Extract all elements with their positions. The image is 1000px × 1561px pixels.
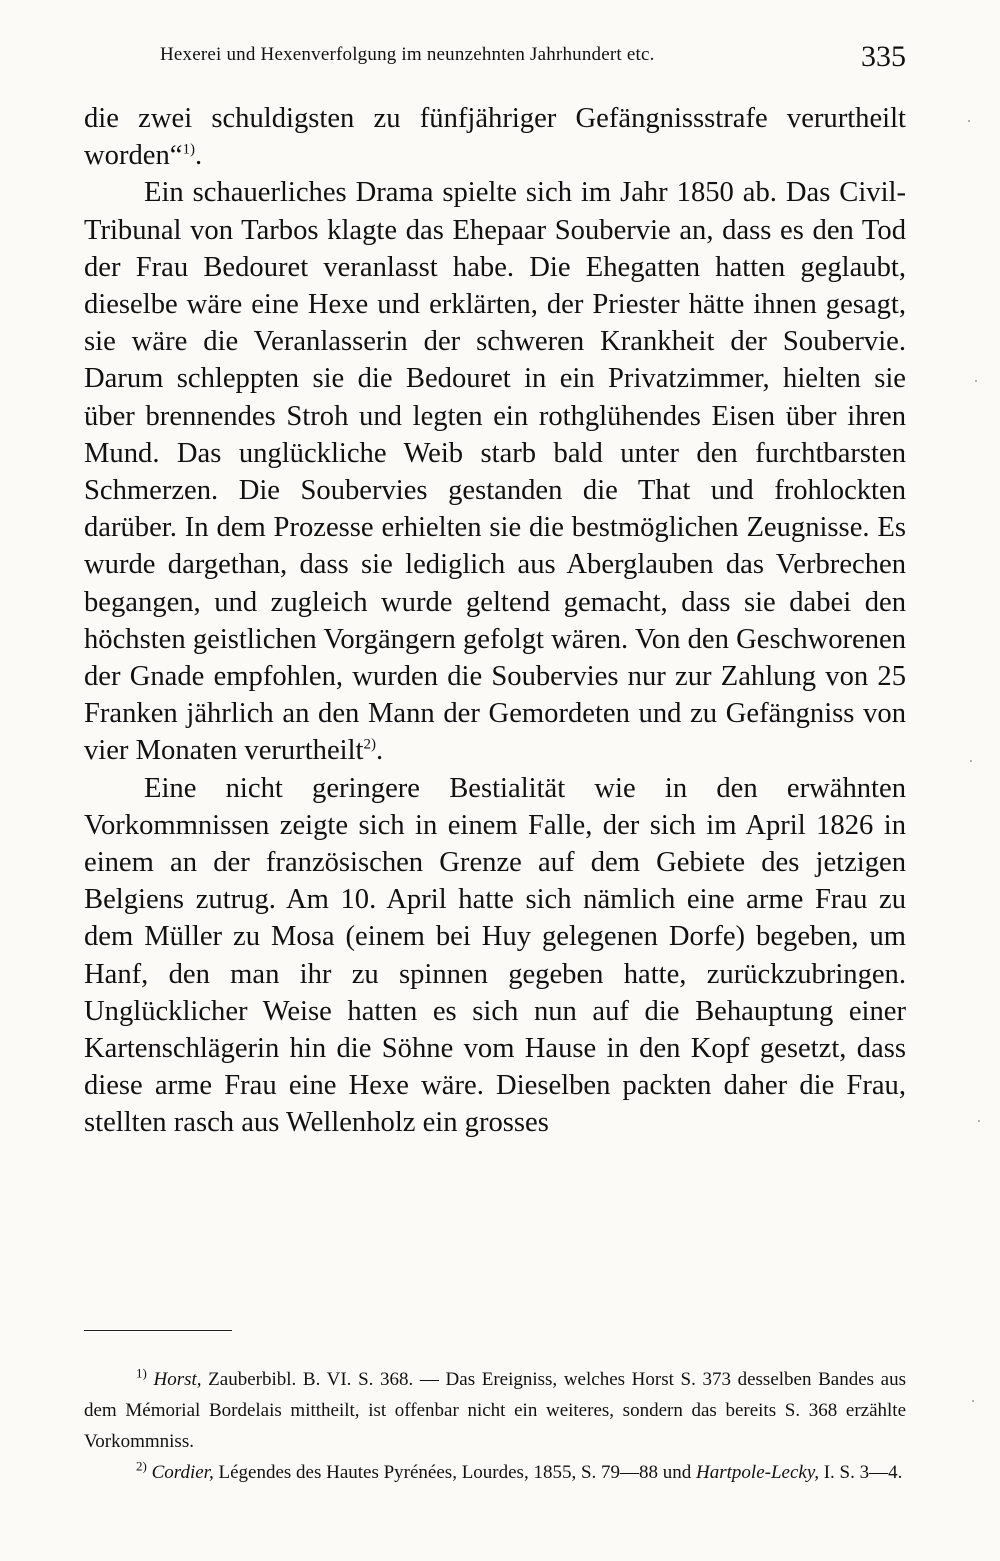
- paragraph-3: [84, 770, 906, 1142]
- scan-speck: [978, 1120, 980, 1122]
- paragraph-2-text: Ein schauerliches Drama spielte sich im Jahr 1850 ab. Das Civil-Tribunal von Tarbos klagte das Ehepaar Soubervie an, dass es den Tod der Frau Bedouret veranlasst habe. Die Ehegatten hatten geglaubt, dieselbe wäre eine Hexe und erklärten, der Priester hätte ihnen gesagt, sie wäre die Veranlasserin der schweren Krankheit der Soubervie. Darum schleppten sie die Bedouret in ein Privatzimmer, hielten sie über brennendes Stroh und legten ein rothglühendes Eisen über ihren Mund. Das unglückliche Weib starb bald unter den furchtbarsten Schmerzen. Die Soubervies gestanden die That und frohlockten darüber. In dem Prozesse erhielten sie die bestmöglichen Zeugnisse. Es wurde dargethan, dass sie lediglich aus Aberglauben das Verbrechen begangen, und zugleich wurde geltend gemacht, dass sie dabei den höchsten geistlichen Vorgängern gefolgt wären. Von den Geschworenen der Gnade empfohlen, wurden die Soubervies nur zur Zahlung von 25 Franken jährlich an den Mann der Gemordeten und zu Gefängniss von vier Monaten verurtheilt: [84, 177, 906, 767]
- footnote-2-text: Légendes des Hautes Pyrénées, Lourdes, 1855, S. 79—88 und: [213, 1462, 697, 1483]
- paragraph-3-text: Eine nicht geringere Bestialität wie in den erwähnten Vorkommnissen zeigte sich in einem Falle, der sich im April 1826 in einem an der französischen Grenze auf dem Gebiete des jetzigen Belgiens zutrug. Am 10. April hatte sich nämlich eine arme Frau zu dem Müller zu Mosa (einem bei Huy gelegenen Dorfe) begeben, um Hanf, den man ihr zu spinnen gegeben hatte, zurückzubringen. Unglücklicher Weise hatten es sich nun auf die Behauptung einer Kartenschlägerin hin die Söhne vom Hause in den Kopf gesetzt, dass diese arme Frau eine Hexe wäre. Dieselben packten daher die Frau, stellten rasch aus Wellenholz ein grosses: [84, 772, 906, 1139]
- footnotes: [84, 1364, 906, 1488]
- scan-speck: [975, 380, 977, 382]
- footnote-ref-1: 1): [182, 141, 195, 158]
- paragraph-1-tail: .: [194, 140, 203, 172]
- page-number: 335: [861, 40, 906, 73]
- footnote-2: [84, 1457, 906, 1488]
- paragraph-2-tail: .: [376, 735, 384, 767]
- paragraph-1: [84, 100, 906, 174]
- footnote-ref-2: 2): [363, 736, 376, 753]
- footnote-2-author: Cordier,: [151, 1462, 214, 1483]
- footnote-1-text: Zauberbibl. B. VI. S. 368. — Das Ereigniss, welches Horst S. 373 desselben Bandes aus dem Mémorial Bordelais mittheilt, ist offenbar nicht ein weiteres, sondern das bereits S. 368 erzählte Vorkommniss.: [84, 1369, 907, 1452]
- footnote-1-author: Horst,: [153, 1369, 202, 1390]
- scan-speck: [970, 760, 972, 762]
- footnote-divider: [84, 1330, 232, 1331]
- scan-speck: [972, 1400, 974, 1402]
- main-text: [84, 100, 906, 1142]
- footnote-2-author-2: Hartpole-Lecky,: [696, 1462, 819, 1483]
- footnote-2-text-2: I. S. 3—4.: [818, 1462, 903, 1483]
- running-header: [160, 38, 920, 78]
- paragraph-1-text: die zwei schuldigsten zu fünfjähriger Gefängnissstrafe verurtheilt worden“: [84, 103, 906, 172]
- paragraph-2: [84, 174, 906, 769]
- footnote-1: [84, 1364, 906, 1457]
- running-title: Hexerei und Hexenverfolgung im neunzehnten Jahrhundert etc.: [160, 44, 655, 65]
- footnote-2-mark: 2): [136, 1458, 147, 1474]
- scan-speck: [968, 120, 970, 122]
- footnote-1-mark: 1): [136, 1365, 147, 1381]
